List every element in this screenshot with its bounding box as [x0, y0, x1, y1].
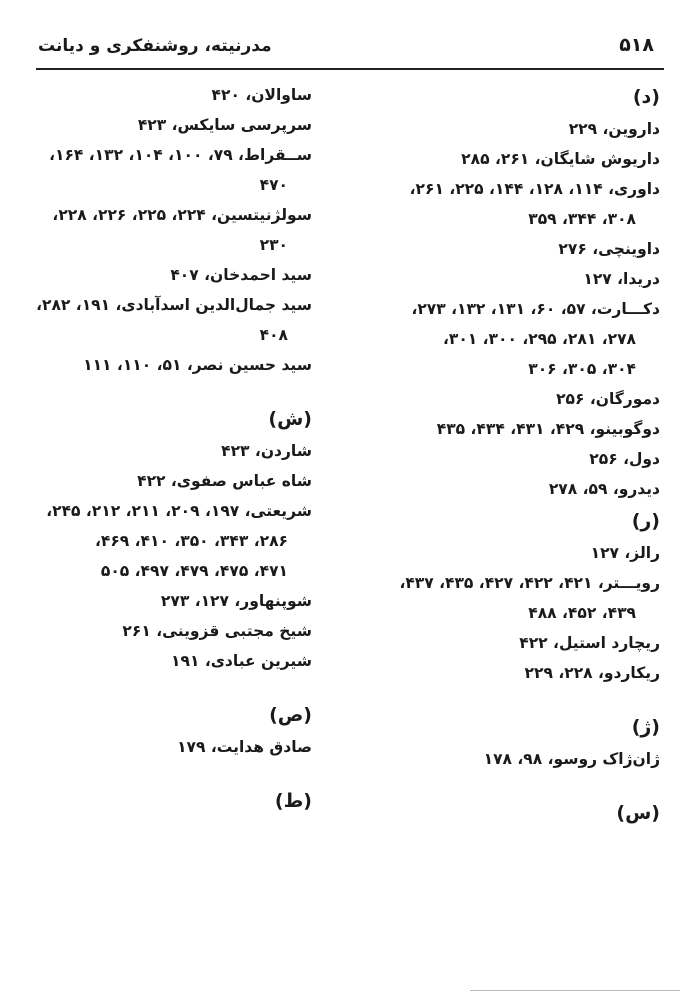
index-entry: سید حسین نصر، ۵۱، ۱۱۰، ۱۱۱ — [83, 356, 312, 374]
index-entry: ساوالان، ۴۲۰ — [211, 86, 312, 104]
page-edge-line — [470, 990, 680, 991]
index-entry: شریعتی، ۱۹۷، ۲۰۹، ۲۱۱، ۲۱۲، ۲۴۵، — [46, 502, 312, 520]
index-entry: رالز، ۱۲۷ — [590, 544, 660, 562]
section-letter-heading: (ژ) — [631, 716, 660, 738]
index-entry-continuation: ۲۸۶، ۳۴۳، ۳۵۰، ۴۱۰، ۴۶۹، — [94, 532, 288, 550]
index-entry: دکـــارت، ۵۷، ۶۰، ۱۳۱، ۱۳۲، ۲۷۳، — [411, 300, 660, 318]
section-letter-heading: (ط) — [274, 790, 312, 812]
index-entry-continuation: ۲۳۰ — [259, 236, 288, 254]
index-entry-continuation: ۴۰۸ — [259, 326, 288, 344]
running-title: مدرنیته، روشنفکری و دیانت — [38, 36, 272, 56]
index-column-right — [370, 80, 660, 830]
index-entry: شاردن، ۴۲۳ — [221, 442, 312, 460]
index-entry: ســقراط، ۷۹، ۱۰۰، ۱۰۴، ۱۳۲، ۱۶۴، — [49, 146, 312, 164]
index-entry: داوینچی، ۲۷۶ — [558, 240, 660, 258]
index-entry: دریدا، ۱۲۷ — [583, 270, 660, 288]
index-entry-continuation: ۳۰۴، ۳۰۵، ۳۰۶ — [528, 360, 636, 378]
index-entry: سید احمدخان، ۴۰۷ — [170, 266, 312, 284]
index-entry-continuation: ۴۳۹، ۴۵۲، ۴۸۸ — [528, 604, 636, 622]
index-entry: دول، ۲۵۶ — [589, 450, 660, 468]
index-entry: داریوش شایگان، ۲۶۱، ۲۸۵ — [461, 150, 660, 168]
index-entry: شیخ مجتبی قزوینی، ۲۶۱ — [122, 622, 312, 640]
section-spacer — [370, 774, 660, 796]
section-spacer — [22, 762, 312, 784]
header-rule — [36, 68, 664, 70]
index-entry-continuation: ۳۰۸، ۳۴۴، ۳۵۹ — [528, 210, 636, 228]
section-letter-heading: (س) — [616, 802, 660, 824]
index-entry: داروین، ۲۲۹ — [568, 120, 660, 138]
index-column-left — [22, 80, 312, 818]
index-entry: سید جمال‌الدین اسدآبادی، ۱۹۱، ۲۸۲، — [36, 296, 312, 314]
index-entry: شیرین عبادی، ۱۹۱ — [171, 652, 312, 670]
index-entry: شوپنهاور، ۱۲۷، ۲۷۳ — [160, 592, 312, 610]
index-entry: ژان‌ژاک روسو، ۹۸، ۱۷۸ — [483, 750, 660, 768]
index-entry-continuation: ۲۷۸، ۲۸۱، ۲۹۵، ۳۰۰، ۳۰۱، — [442, 330, 636, 348]
section-letter-heading: (ص) — [269, 704, 312, 726]
page-header — [38, 34, 660, 66]
index-entry-continuation: ۴۷۱، ۴۷۵، ۴۷۹، ۴۹۷، ۵۰۵ — [100, 562, 288, 580]
index-entry: دیدرو، ۵۹، ۲۷۸ — [548, 480, 660, 498]
index-entry: سولژنیتسین، ۲۲۴، ۲۲۵، ۲۲۶، ۲۲۸، — [52, 206, 312, 224]
section-spacer — [22, 676, 312, 698]
section-letter-heading: (د) — [632, 86, 660, 108]
section-letter-heading: (ش) — [268, 408, 312, 430]
section-letter-heading: (ر) — [631, 510, 660, 532]
page-number: ۵۱۸ — [619, 34, 654, 56]
index-entry: سرپرسی سایکس، ۴۲۳ — [137, 116, 312, 134]
index-entry: شاه عباس صفوی، ۴۲۲ — [137, 472, 312, 490]
index-entry: دوگوبینو، ۴۲۹، ۴۳۱، ۴۳۴، ۴۳۵ — [436, 420, 660, 438]
section-spacer — [370, 688, 660, 710]
index-entry: ریچارد استیل، ۴۲۲ — [519, 634, 660, 652]
index-entry: داوری، ۱۱۴، ۱۲۸، ۱۴۴، ۲۲۵، ۲۶۱، — [409, 180, 660, 198]
index-entry: صادق هدایت، ۱۷۹ — [177, 738, 312, 756]
index-entry: دمورگان، ۲۵۶ — [556, 390, 660, 408]
section-spacer — [22, 380, 312, 402]
index-entry-continuation: ۴۷۰ — [259, 176, 288, 194]
index-entry: رویـــتر، ۴۲۱، ۴۲۲، ۴۲۷، ۴۳۵، ۴۳۷، — [399, 574, 660, 592]
index-entry: ریکاردو، ۲۲۸، ۲۲۹ — [524, 664, 660, 682]
